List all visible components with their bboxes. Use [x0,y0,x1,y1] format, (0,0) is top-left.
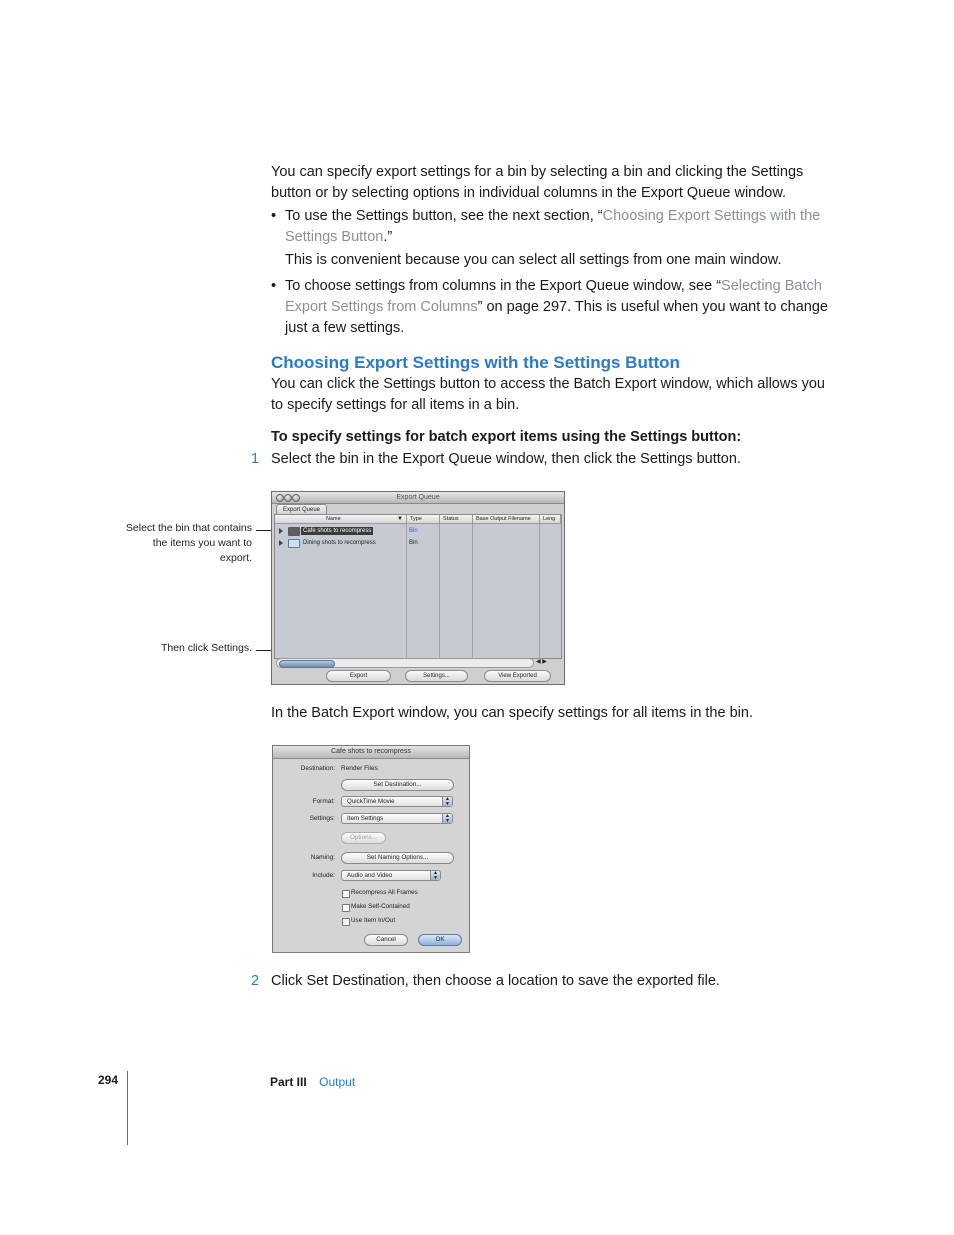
batch-export-window [272,745,470,953]
footer-section[interactable]: Output [319,1075,356,1089]
format-select[interactable] [341,796,453,807]
recompress-label: Recompress All Frames [351,889,418,896]
self-contained-checkbox[interactable] [342,904,350,912]
self-contained-label: Make Self-Contained [351,903,410,910]
bullet-item-1 [271,206,831,248]
recompress-checkbox[interactable] [342,890,350,898]
close-icon[interactable] [276,494,284,502]
bullet-text: To choose settings from columns in the Export Queue window, see “ [285,278,722,294]
window-title: Cafe shots to recompress [331,748,411,755]
task-heading: To specify settings for batch export items using the Settings button: [271,429,742,445]
format-value: QuickTime Movie [347,798,395,805]
set-destination-button[interactable]: Set Destination... [341,779,454,791]
cross-reference-link[interactable]: Choosing Export Settings with the Settings Button [285,208,821,245]
bullet-item-2 [271,276,831,339]
column-divider [439,524,440,658]
scroll-arrows-icon[interactable]: ◀ ▶ [536,659,547,665]
settings-button[interactable]: Settings... [405,670,468,682]
bin-row-selected[interactable]: Cafe shots to recompress [303,528,372,534]
step-number: 1 [251,451,260,467]
column-header-length[interactable]: Leng [540,515,561,524]
disclosure-triangle-icon[interactable] [279,528,283,534]
disclosure-triangle-icon[interactable] [279,540,283,546]
export-queue-window [271,491,565,685]
scroll-thumb[interactable] [279,660,335,668]
export-button[interactable]: Export [326,670,391,682]
settings-value: Item Settings [347,815,384,822]
callout-click-settings: Then click Settings. [160,642,252,654]
popup-arrows-icon: ▲ ▼ [442,814,452,823]
ok-button[interactable]: OK [418,934,462,946]
bullet-dot: • [271,208,277,224]
set-naming-options-button[interactable]: Set Naming Options... [341,852,454,864]
use-in-out-checkbox[interactable] [342,918,350,926]
bin-type: Bin [409,528,418,534]
minimize-icon[interactable] [284,494,292,502]
column-header-filename[interactable]: Base Output Filename [473,515,540,524]
footer-part: Part III [270,1075,307,1089]
settings-label: Settings: [309,815,335,822]
sort-arrow-icon[interactable]: ▼ [397,516,403,522]
column-divider [406,524,407,658]
naming-label: Naming: [310,854,335,861]
use-in-out-label: Use Item In/Out [351,917,396,924]
window-title: Export Queue [396,494,440,501]
step-number: 2 [251,973,260,989]
footer-label [270,1073,355,1091]
column-header-name[interactable] [275,515,407,524]
column-label: Name [326,516,341,522]
queue-list [274,514,562,659]
include-select[interactable] [341,870,441,881]
include-value: Audio and Video [347,872,393,879]
window-titlebar[interactable] [273,746,469,759]
bullet-text-end: .” [383,229,393,245]
horizontal-scrollbar[interactable] [276,658,534,668]
bin-type: Bin [409,540,418,546]
step-text: Select the bin in the Export Queue window, then click the Settings button. [271,451,741,467]
section-heading: Choosing Export Settings with the Settings Button [271,353,680,372]
between-paragraph: In the Batch Export window, you can specify settings for all items in the bin. [271,705,753,721]
zoom-icon[interactable] [292,494,300,502]
bullet-note: This is convenient because you can select all settings from one main window. [285,252,782,268]
bullet-text-end: ” on page 297. This is useful when you want to change just a few settings. [285,299,828,336]
cross-reference-link[interactable]: Selecting Batch Export Settings from Columns [285,278,822,315]
column-header-status[interactable]: Status [440,515,473,524]
destination-label: Destination: [300,765,335,772]
bullet-text: To use the Settings button, see the next section, “ [285,208,603,224]
page-number: 294 [98,1073,119,1087]
popup-arrows-icon: ▲ ▼ [430,871,440,880]
format-label: Format: [312,798,335,805]
destination-value: Render Files [341,765,378,772]
view-exported-button[interactable]: View Exported [484,670,551,682]
window-titlebar[interactable] [272,492,564,504]
column-header-type[interactable]: Type [407,515,440,524]
folder-icon [288,527,300,536]
intro-paragraph: You can specify export settings for a bin by selecting a bin and clicking the Settings button or by selecting options in individual columns in the Export Queue window. [271,164,804,201]
column-divider [539,524,540,658]
popup-arrows-icon: ▲ ▼ [442,797,452,806]
folder-icon [288,539,300,548]
tab-export-queue[interactable]: Export Queue [276,504,327,515]
footer-rule [127,1071,128,1145]
include-label: Include: [312,872,335,879]
step-text: Click Set Destination, then choose a location to save the exported file. [271,973,720,989]
options-button[interactable]: Options... [341,832,386,844]
bullet-dot: • [271,278,277,294]
section-paragraph: You can click the Settings button to access the Batch Export window, which allows you to specify settings for all items in a bin. [271,376,825,413]
bin-row[interactable]: Dining shots to recompress [303,540,376,546]
column-divider [472,524,473,658]
cancel-button[interactable]: Cancel [364,934,408,946]
callout-select-bin: Select the bin that contains the items you want to export. [125,522,252,564]
settings-select[interactable] [341,813,453,824]
